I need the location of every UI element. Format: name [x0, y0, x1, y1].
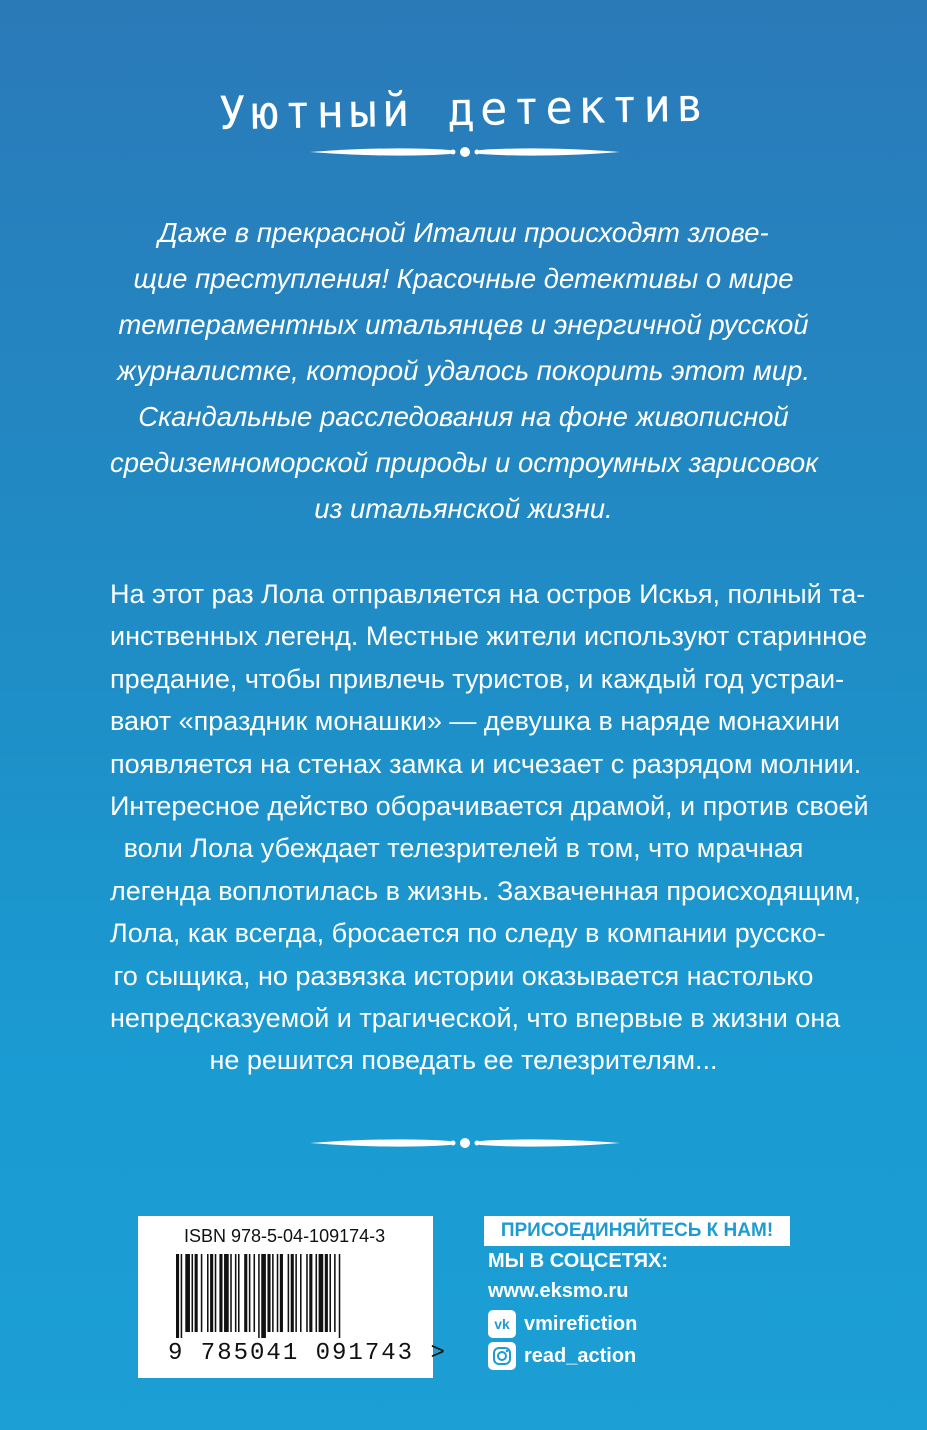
synopsis-line: Интересное действо оборачивается драмой, и против своей: [110, 791, 869, 822]
synopsis-line: инственных легенд. Местные жители используют старинное: [110, 621, 868, 652]
synopsis-line: воли Лола убеждает телезрителей в том, что мрачная: [123, 833, 804, 864]
teaser-line: Даже в прекрасной Италии происходят злове-: [158, 217, 769, 248]
synopsis-line: непредсказуемой и трагической, что впервые в жизни она: [110, 1003, 841, 1034]
barcode-bars: [176, 1254, 400, 1338]
teaser-line: журналистке, которой удалось покорить этот мир.: [116, 355, 811, 386]
join-us-banner: ПРИСОЕДИНЯЙТЕСЬ К НАМ!: [484, 1216, 790, 1246]
vk-handle: vmirefiction: [524, 1312, 638, 1335]
vk-link[interactable]: [488, 1310, 637, 1338]
teaser-line: средиземноморской природы и остроумных зарисовок: [110, 447, 819, 478]
synopsis-line: предание, чтобы привлечь туристов, и каждый год устраи-: [110, 663, 845, 694]
synopsis-line: Лола, как всегда, бросается по следу в компании русско-: [110, 918, 826, 949]
teaser-line: щие преступления! Красочные детективы о мире: [133, 263, 794, 294]
vk-icon: vk: [488, 1310, 516, 1338]
synopsis-text: [110, 573, 869, 1082]
teaser-line: Скандальные расследования на фоне живописной: [138, 401, 789, 432]
instagram-handle: read_action: [524, 1344, 637, 1367]
synopsis-line: На этот раз Лола отправляется на остров Искья, полный та-: [110, 579, 866, 609]
teaser-line: темпераментных итальянцев и энергичной русской: [118, 309, 809, 340]
instagram-icon: [488, 1342, 516, 1370]
teaser-line: из итальянской жизни.: [314, 493, 613, 524]
barcode-panel: [138, 1216, 447, 1378]
synopsis-line: го сыщика, но развязка истории оказывается настолько: [113, 960, 814, 991]
instagram-link[interactable]: [488, 1342, 636, 1370]
ornament-divider-bottom: [310, 1133, 620, 1153]
teaser-text: [110, 210, 817, 532]
barcode-digits: 9 785041 091743 >: [168, 1340, 447, 1367]
synopsis-line: легенда воплотилась в жизнь. Захваченная происходящим,: [110, 875, 861, 906]
website-link[interactable]: www.eksmo.ru: [488, 1280, 629, 1302]
synopsis-line: вают «праздник монашки» — девушка в наряде монахини: [110, 706, 840, 737]
series-title: Уютный детектив: [217, 77, 710, 141]
isbn-label: ISBN 978-5-04-109174-3: [184, 1226, 386, 1246]
synopsis-line: появляется на стенах замка и исчезает с разрядом молнии.: [110, 748, 862, 779]
social-heading: МЫ В СОЦСЕТЯХ:: [488, 1250, 669, 1272]
ornament-divider-top: [310, 142, 620, 162]
synopsis-line: не решится поведать ее телезрителям...: [209, 1045, 718, 1076]
